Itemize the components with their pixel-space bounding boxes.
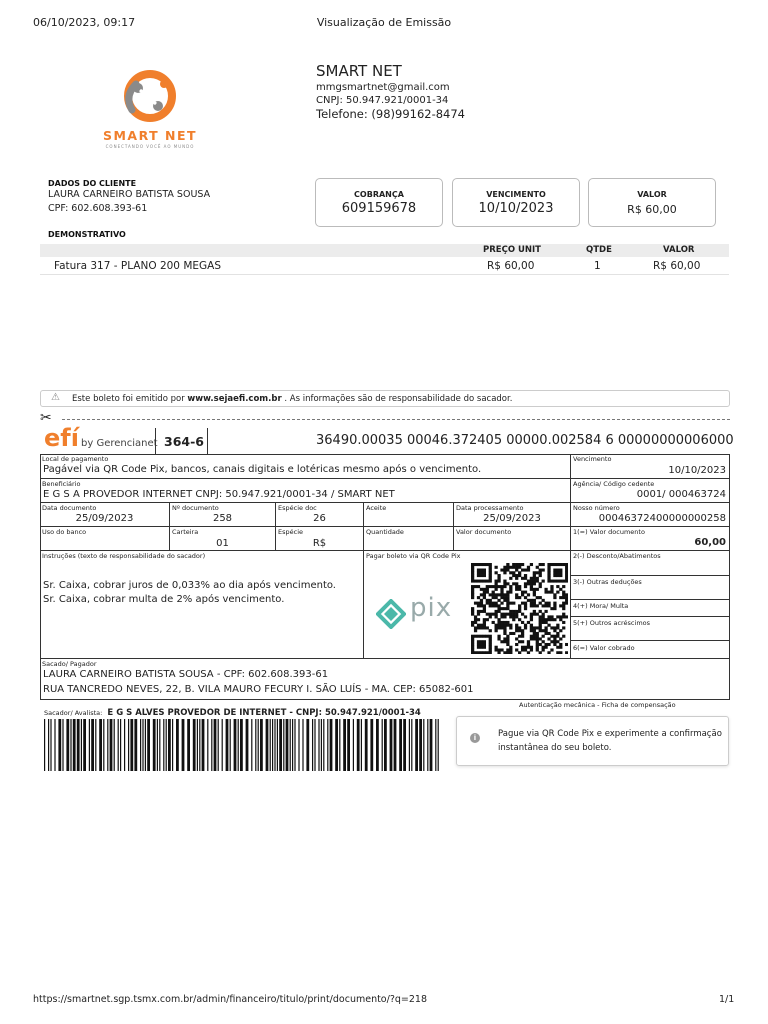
- vencimento-field-label: Vencimento: [573, 455, 612, 463]
- company-logo-icon: [100, 66, 200, 130]
- cobranca-value: 609159678: [341, 201, 417, 216]
- nosso-numero-field: [571, 503, 730, 527]
- acrescimos-field: [571, 617, 730, 641]
- instrucao-1: Sr. Caixa, cobrar juros de 0,033% ao dia após vencimento.: [43, 580, 336, 591]
- pix-logo-text: pix: [410, 593, 453, 623]
- quantidade-field: [364, 527, 454, 551]
- beneficiario-value: E G S A PROVEDOR INTERNET CNPJ: 50.947.921/0001-34 / SMART NET: [43, 489, 395, 500]
- vencimento-box: [452, 178, 580, 227]
- pix-tip: [456, 716, 729, 766]
- print-page-number: 1/1: [719, 994, 735, 1005]
- beneficiario-field: [40, 479, 571, 503]
- valor-label: VALOR: [637, 190, 667, 199]
- company-logo: [100, 66, 200, 156]
- avalista-value: E G S ALVES PROVEDOR DE INTERNET - CNPJ: 50.947.921/0001-34: [107, 708, 421, 718]
- carteira-value: 01: [216, 538, 229, 549]
- aceite-field: [364, 503, 454, 527]
- vencimento-value: 10/10/2023: [478, 201, 554, 216]
- mora-label: 4(+) Mora/ Multa: [573, 602, 629, 610]
- sacado-line-1: LAURA CARNEIRO BATISTA SOUSA - CPF: 602.608.393-61: [43, 669, 329, 680]
- data-documento-value: 25/09/2023: [75, 513, 134, 524]
- print-datetime: 06/10/2023, 09:17: [33, 16, 136, 29]
- numero-documento-label: Nº documento: [172, 504, 219, 512]
- bank-logo-sub: by Gerencianet: [81, 438, 158, 449]
- sacado-field: [40, 659, 730, 700]
- notice-text-before: Este boleto foi emitido por: [72, 394, 188, 404]
- print-title: Visualização de Emissão: [316, 16, 452, 29]
- data-documento-field: [40, 503, 170, 527]
- row-unit-price: R$ 60,00: [487, 260, 535, 272]
- data-documento-label: Data documento: [42, 504, 97, 512]
- company-email: mmgsmartnet@gmail.com: [316, 82, 450, 93]
- company-phone: Telefone: (98)99162-8474: [316, 107, 466, 121]
- barcode-icon: [44, 719, 440, 771]
- data-processamento-value: 25/09/2023: [483, 513, 541, 524]
- uso-banco-label: Uso do banco: [42, 528, 87, 536]
- sacado-line-2: RUA TANCREDO NEVES, 22, B. VILA MAURO FECURY I. SÃO LUÍS - MA. CEP: 65082-601: [43, 684, 474, 695]
- agencia-field: [571, 479, 730, 503]
- col-valor: VALOR: [663, 245, 695, 255]
- outras-deducoes-field: [571, 576, 730, 600]
- desconto-field: [571, 551, 730, 576]
- valor-documento-label: 1(=) Valor documento: [573, 528, 645, 536]
- autenticacao-label: Autenticação mecânica - Ficha de compensação: [519, 701, 676, 709]
- agencia-label: Agência/ Código cedente: [573, 480, 655, 488]
- vencimento-field-value: 10/10/2023: [668, 465, 726, 476]
- beneficiario-label: Beneficiário: [42, 480, 81, 488]
- data-processamento-field: [454, 503, 571, 527]
- avalista: [44, 700, 421, 719]
- local-pagamento-value: Pagável via QR Code Pix, bancos, canais digitais e lotéricas mesmo após o vencimento.: [43, 464, 482, 475]
- table-row: [40, 258, 729, 275]
- warning-icon: ⚠: [51, 392, 60, 403]
- qr-code-icon: [471, 563, 568, 654]
- aceite-label: Aceite: [366, 504, 387, 512]
- valor-cobrado-field: [571, 641, 730, 659]
- info-icon: i: [470, 733, 480, 743]
- qr-code[interactable]: [471, 563, 568, 654]
- valor-documento-field: [571, 527, 730, 551]
- valor-doc-field: [454, 527, 571, 551]
- client-heading: DADOS DO CLIENTE: [48, 179, 137, 188]
- carteira-field: [170, 527, 276, 551]
- valor-doc-label: Valor documento: [456, 528, 512, 536]
- especie-field: [276, 527, 364, 551]
- instrucoes-field: [40, 551, 364, 659]
- agencia-value: 0001/ 000463724: [636, 489, 726, 500]
- desconto-label: 2(-) Desconto/Abatimentos: [573, 552, 661, 560]
- pix-icon: [376, 599, 406, 629]
- pix-label: Pagar boleto via QR Code Pix: [366, 552, 461, 560]
- especie-doc-value: 26: [313, 513, 326, 524]
- col-qtde: QTDE: [586, 245, 612, 255]
- cobranca-box: [315, 178, 443, 227]
- col-preco-unit: PREÇO UNIT: [483, 245, 541, 255]
- cut-line: [62, 419, 730, 420]
- client-cpf: CPF: 602.608.393-61: [48, 203, 148, 214]
- carteira-label: Carteira: [172, 528, 199, 536]
- data-processamento-label: Data processamento: [456, 504, 524, 512]
- acrescimos-label: 5(+) Outros acréscimos: [573, 619, 651, 627]
- vencimento-field: [571, 454, 730, 479]
- bank-logo: [44, 424, 158, 455]
- row-value: R$ 60,00: [653, 260, 701, 272]
- numero-documento-value: 258: [212, 513, 233, 524]
- scissors-icon: ✂: [40, 410, 52, 426]
- sacado-label: Sacado/ Pagador: [42, 660, 97, 668]
- especie-doc-label: Espécie doc: [278, 504, 317, 512]
- pix-field: [364, 551, 571, 659]
- nosso-numero-label: Nosso número: [573, 504, 620, 512]
- especie-doc-field: [276, 503, 364, 527]
- row-qty: 1: [594, 260, 601, 272]
- notice-text-after: . As informações são de responsabilidade do sacador.: [281, 394, 513, 404]
- outras-deducoes-label: 3(-) Outras deduções: [573, 578, 642, 586]
- client-name: LAURA CARNEIRO BATISTA SOUSA: [48, 189, 211, 200]
- digitable-line: 36490.00035 00046.372405 00000.002584 6 00000000006000: [316, 433, 734, 448]
- barcode: [44, 719, 440, 771]
- statement-header: [40, 244, 729, 257]
- company-name: SMART NET: [316, 62, 402, 80]
- avalista-label: Sacador/ Avalista:: [44, 709, 103, 717]
- valor-documento-value: 60,00: [694, 537, 726, 548]
- company-logo-tagline: CONECTANDO VOCÊ AO MUNDO: [105, 144, 195, 149]
- numero-documento-field: [170, 503, 276, 527]
- mora-field: [571, 600, 730, 617]
- local-pagamento-label: Local de pagamento: [42, 455, 109, 463]
- valor-cobrado-label: 6(=) Valor cobrado: [573, 644, 635, 652]
- notice-link[interactable]: www.sejaefi.com.br: [187, 394, 282, 404]
- instrucao-2: Sr. Caixa, cobrar multa de 2% após vencimento.: [43, 594, 285, 605]
- print-url[interactable]: https://smartnet.sgp.tsmx.com.br/admin/financeiro/titulo/print/documento/?q=218: [33, 994, 427, 1005]
- statement-heading: DEMONSTRATIVO: [48, 230, 126, 239]
- vencimento-label: VENCIMENTO: [486, 190, 546, 199]
- uso-banco-field: [40, 527, 170, 551]
- company-cnpj: CNPJ: 50.947.921/0001-34: [316, 95, 449, 106]
- instrucoes-label: Instruções (texto de responsabilidade do sacador): [42, 552, 206, 560]
- row-description: Fatura 317 - PLANO 200 MEGAS: [54, 260, 221, 272]
- valor-value: R$ 60,00: [627, 203, 677, 216]
- nosso-numero-value: 00046372400000000258: [598, 513, 726, 524]
- cobranca-label: COBRANÇA: [354, 190, 404, 199]
- bank-code: 364-6: [164, 434, 204, 449]
- bank-logo-text: efí: [44, 424, 79, 452]
- especie-value: R$: [312, 538, 327, 549]
- especie-label: Espécie: [278, 528, 303, 536]
- valor-box: [588, 178, 716, 227]
- quantidade-label: Quantidade: [366, 528, 404, 536]
- local-pagamento-field: [40, 454, 571, 479]
- issuer-notice: [40, 390, 730, 407]
- pix-tip-text: Pague via QR Code Pix e experimente a confirmação instantânea do seu boleto.: [498, 729, 722, 753]
- company-logo-text: SMART NET: [102, 128, 198, 143]
